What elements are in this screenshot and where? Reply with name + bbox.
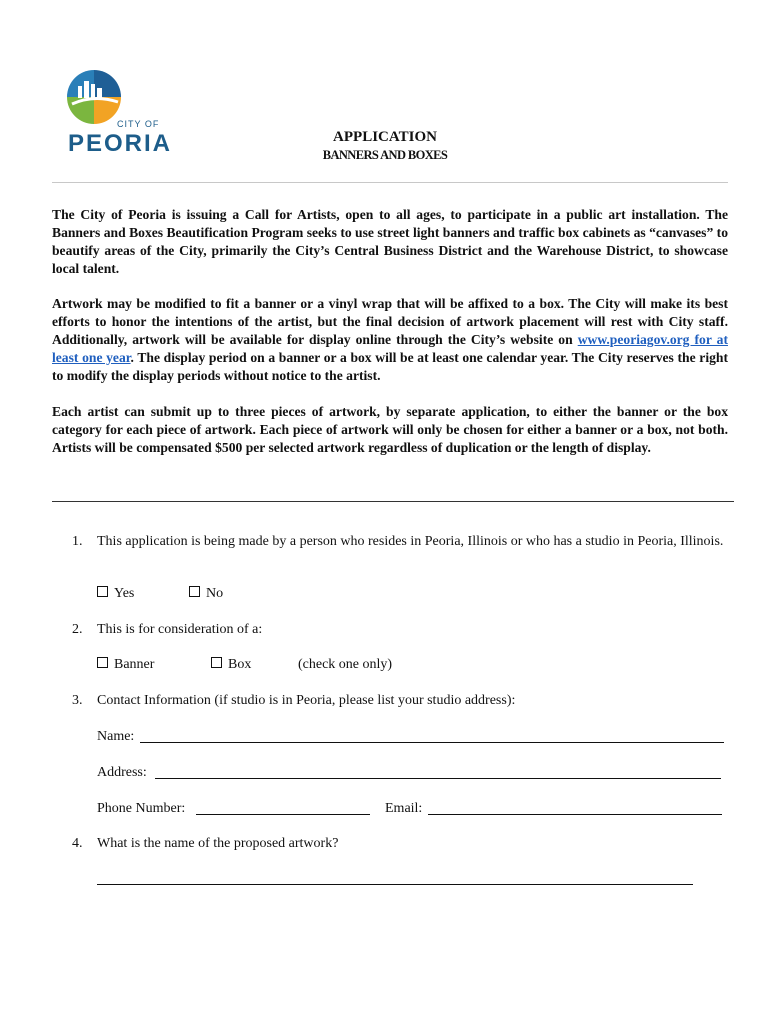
option-box[interactable] — [211, 656, 251, 674]
checkbox-icon[interactable] — [97, 586, 108, 597]
question-text: This is for consideration of a: — [97, 622, 263, 637]
option-label: No — [206, 586, 224, 601]
name-label: Name: — [97, 729, 135, 744]
option-banner[interactable] — [97, 656, 154, 674]
intro-paragraph-1: The City of Peoria is issuing a Call for Artists, open to all ages, to participate in a public art installation. The Banners and Boxes Beautification Program seeks to use street light banners and traffic box cabinets as “canvases” to beautify areas of the City, primarily the City’s Central Business District and the Warehouse District, to showcase local talent. — [52, 207, 728, 276]
address-input-line[interactable] — [155, 778, 721, 779]
logo-peoria: PEORIA — [68, 130, 173, 157]
phone-input-line[interactable] — [196, 814, 370, 815]
checkbox-icon[interactable] — [97, 657, 108, 668]
question-number: 1. — [72, 534, 83, 549]
check-one-note: (check one only) — [298, 657, 393, 672]
email-label: Email: — [385, 801, 423, 816]
page-subtitle: BANNERS AND BOXES — [322, 148, 448, 162]
question-number: 3. — [72, 693, 83, 708]
name-input-line[interactable] — [140, 742, 724, 743]
option-yes[interactable] — [97, 585, 134, 603]
option-label: Yes — [114, 586, 135, 601]
email-input-line[interactable] — [428, 814, 722, 815]
p2-text-after: . The display period on a banner or a box will be at least one calendar year. The City reserves the right to modify the display periods without notice to the artist. — [52, 350, 728, 383]
website-link[interactable]: www.peoriagov.org for at least one year — [52, 332, 728, 365]
checkbox-icon[interactable] — [189, 586, 200, 597]
option-label: Banner — [114, 657, 155, 672]
checkbox-icon[interactable] — [211, 657, 222, 668]
divider-bottom — [52, 501, 734, 502]
page-title: APPLICATION — [333, 129, 437, 145]
logo-city-of: CITY OF — [117, 119, 160, 129]
peoria-logo-icon — [64, 68, 124, 126]
intro-paragraph-2 — [52, 295, 728, 385]
intro-paragraph-3: Each artist can submit up to three pieces of artwork, by separate application, to either the banner or the box category for each piece of artwork. Each piece of artwork will only be chosen for either a banner or a box, not both. Artists will be compensated $500 per selected artwork regardless of duplication or the length of display. — [52, 404, 728, 455]
address-label: Address: — [97, 765, 147, 780]
artwork-name-input-line[interactable] — [97, 884, 693, 885]
question-number: 4. — [72, 836, 83, 851]
p2-text-before: Artwork may be modified to fit a banner or a vinyl wrap that will be affixed to a box. The City will make its best efforts to honor the intentions of the artist, but the final decision of artwork placement will rest with City staff. Additionally, artwork will be available for display online through the City’s website on — [52, 296, 728, 347]
option-label: Box — [228, 657, 252, 672]
phone-label: Phone Number: — [97, 801, 186, 816]
question-text: What is the name of the proposed artwork? — [97, 836, 339, 851]
question-text: This application is being made by a person who resides in Peoria, Illinois or who has a studio in Peoria, Illinois. — [97, 534, 724, 549]
divider-top — [52, 182, 728, 183]
question-number: 2. — [72, 622, 83, 637]
question-text: Contact Information (if studio is in Peoria, please list your studio address): — [97, 693, 516, 708]
option-no[interactable] — [189, 585, 223, 603]
